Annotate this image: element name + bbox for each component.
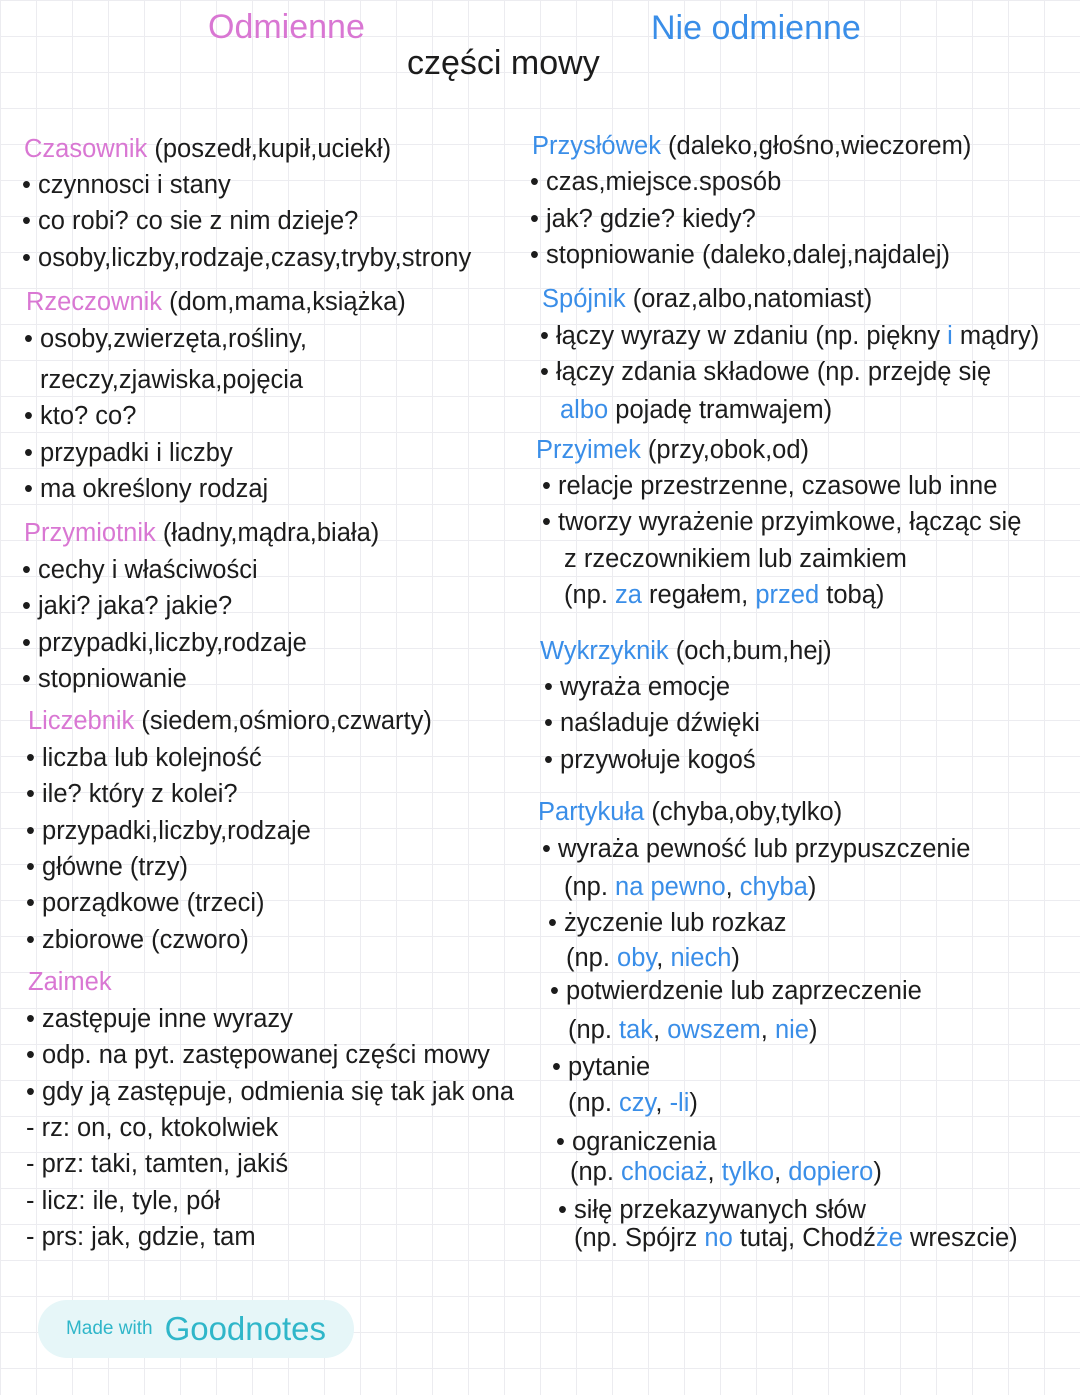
note-line <box>22 206 358 236</box>
highlight-term: tak <box>619 1016 654 1044</box>
highlight-term: Partykuła <box>538 798 645 826</box>
note-line <box>540 357 991 387</box>
note-line <box>26 852 188 882</box>
note-text: (och,bum,hej) <box>668 637 832 665</box>
highlight-term: Zaimek <box>28 968 112 996</box>
note-text: , <box>725 873 740 901</box>
note-line <box>40 365 303 395</box>
note-line <box>26 1077 514 1107</box>
note-line <box>568 1088 698 1118</box>
note-line <box>548 908 787 938</box>
note-text: • co robi? co sie z nim dzieje? <box>22 207 359 235</box>
note-text: • siłę przekazywanych słów <box>558 1196 866 1224</box>
note-text: • osoby,zwierzęta,rośliny, <box>24 325 307 353</box>
note-text: ) <box>873 1158 882 1186</box>
note-text: tobą) <box>819 581 885 609</box>
highlight-term: tylko <box>721 1158 775 1186</box>
note-text: • jaki? jaka? jakie? <box>22 592 233 620</box>
note-text: , <box>655 1089 670 1117</box>
note-line <box>544 708 760 738</box>
highlight-term: oby <box>617 944 657 972</box>
highlight-term: no <box>704 1224 733 1252</box>
note-text: - licz: ile, tyle, pół <box>26 1187 221 1215</box>
highlight-term: że <box>875 1224 903 1252</box>
note-line <box>26 779 238 809</box>
note-line <box>24 518 379 548</box>
note-text: , <box>707 1158 722 1186</box>
note-line <box>544 672 730 702</box>
highlight-term: dopiero <box>788 1158 874 1186</box>
highlight-term: chyba <box>739 873 808 901</box>
note-text: • przywołuje kogoś <box>544 746 756 774</box>
note-line <box>28 706 432 736</box>
note-line <box>26 1149 288 1179</box>
note-text: • czas,miejsce.sposób <box>530 168 782 196</box>
note-line <box>26 287 406 317</box>
note-line <box>538 797 842 827</box>
highlight-term: Czasownik <box>24 135 148 163</box>
note-text: • wyraża emocje <box>544 673 731 701</box>
note-line <box>28 967 112 997</box>
highlight-term: Przymiotnik <box>24 519 156 547</box>
badge-goodnotes: Goodnotes <box>164 1310 327 1347</box>
note-text: • przypadki,liczby,rodzaje <box>22 629 307 657</box>
note-text: (np. <box>564 581 616 609</box>
note-line <box>26 1040 490 1070</box>
note-text: • ile? który z kolei? <box>26 780 238 808</box>
note-text: (np. <box>570 1158 622 1186</box>
note-text: (daleko,głośno,wieczorem) <box>660 132 972 160</box>
highlight-term: chociaż <box>621 1158 708 1186</box>
note-text: • przypadki i liczby <box>24 439 233 467</box>
note-text: • pytanie <box>552 1053 651 1081</box>
highlight-term: niech <box>670 944 732 972</box>
note-text: • porządkowe (trzeci) <box>26 889 265 917</box>
highlight-term: -li <box>669 1089 690 1117</box>
note-text: rzeczy,zjawiska,pojęcia <box>40 366 304 394</box>
highlight-term: Wykrzyknik <box>540 637 669 665</box>
note-text: • główne (trzy) <box>26 853 188 881</box>
note-line <box>530 167 781 197</box>
note-text: • życzenie lub rozkaz <box>548 909 787 937</box>
note-line <box>564 872 816 902</box>
note-text: (przy,obok,od) <box>640 436 810 464</box>
note-line <box>542 284 872 314</box>
note-line <box>22 555 258 585</box>
note-text: - prs: jak, gdzie, tam <box>26 1223 256 1251</box>
note-text: (np. <box>568 1089 620 1117</box>
highlight-term: albo <box>560 396 609 424</box>
highlight-term: owszem <box>667 1016 761 1044</box>
note-line <box>574 1223 1018 1253</box>
note-line <box>542 471 997 501</box>
note-text: - rz: on, co, ktokolwiek <box>26 1114 279 1142</box>
note-text: , <box>653 1016 668 1044</box>
note-text: • naśladuje dźwięki <box>544 709 760 737</box>
note-text: (oraz,albo,natomiast) <box>625 285 873 313</box>
note-text: ) <box>808 1016 818 1044</box>
note-text: , <box>760 1016 775 1044</box>
note-text: ) <box>731 944 740 972</box>
note-line <box>22 664 187 694</box>
note-text: - prz: taki, tamten, jakiś <box>26 1150 289 1178</box>
note-text: • tworzy wyrażenie przyimkowe, łącząc się <box>542 508 1022 536</box>
note-line <box>26 1113 278 1143</box>
highlight-term: na pewno <box>615 873 726 901</box>
note-text: • cechy i właściwości <box>22 556 258 584</box>
note-line <box>26 1222 256 1252</box>
note-text: • stopniowanie <box>22 665 187 693</box>
note-line <box>566 943 740 973</box>
note-text: pojadę tramwajem) <box>608 396 833 424</box>
note-text: • liczba lub kolejność <box>26 744 262 772</box>
note-text: regałem, <box>641 581 756 609</box>
highlight-term: czy <box>619 1089 656 1117</box>
note-text: • zastępuje inne wyrazy <box>26 1005 293 1033</box>
note-text: (ładny,mądra,biała) <box>155 519 380 547</box>
note-text: • jak? gdzie? kiedy? <box>530 205 756 233</box>
note-line <box>568 1015 817 1045</box>
note-line <box>26 1186 220 1216</box>
note-text: (np. Spójrz <box>574 1224 705 1252</box>
note-text: mądry) <box>952 322 1040 350</box>
note-text: • czynnosci i stany <box>22 171 231 199</box>
note-text: • łączy zdania składowe (np. przejdę się <box>540 358 992 386</box>
note-text: • wyraża pewność lub przypuszczenie <box>542 835 971 863</box>
note-text: , <box>656 944 671 972</box>
note-line <box>24 401 136 431</box>
note-line <box>556 1127 717 1157</box>
highlight-term: przed <box>755 581 820 609</box>
highlight-term: Przysłówek <box>532 132 661 160</box>
note-line <box>22 170 231 200</box>
goodnotes-badge <box>38 1300 354 1358</box>
highlight-term: Przyimek <box>536 436 641 464</box>
note-text: • przypadki,liczby,rodzaje <box>26 817 311 845</box>
note-text: (poszedł,kupił,uciekł) <box>147 135 392 163</box>
note-line <box>542 834 970 864</box>
note-line <box>564 544 907 574</box>
note-line <box>24 134 391 164</box>
note-line <box>22 243 471 273</box>
note-line <box>530 240 950 270</box>
note-line <box>530 204 756 234</box>
note-line <box>26 743 262 773</box>
note-text: (siedem,ośmioro,czwarty) <box>134 707 432 735</box>
note-line <box>544 745 756 775</box>
highlight-term: i <box>947 322 953 350</box>
note-line <box>26 1004 293 1034</box>
note-text: ) <box>689 1089 698 1117</box>
note-text: tutaj, Chodź <box>732 1224 876 1252</box>
note-text: • ma określony rodzaj <box>24 475 269 503</box>
note-text: • osoby,liczby,rodzaje,czasy,tryby,strony <box>22 244 472 272</box>
highlight-term: za <box>615 581 642 609</box>
note-line <box>558 1195 866 1225</box>
note-line <box>26 925 249 955</box>
note-line <box>560 395 832 425</box>
page-title: części mowy <box>407 44 600 82</box>
note-line <box>26 816 311 846</box>
note-line <box>550 976 922 1006</box>
note-line <box>570 1157 882 1187</box>
note-text: (np. <box>566 944 618 972</box>
header-nie-odmienne: Nie odmienne <box>651 9 861 47</box>
note-text: • gdy ją zastępuje, odmienia się tak jak ona <box>26 1078 515 1106</box>
note-line <box>22 591 232 621</box>
note-line <box>24 324 307 354</box>
note-text: ) <box>807 873 817 901</box>
note-text: (np. <box>568 1016 620 1044</box>
note-text: (dom,mama,książka) <box>162 288 406 316</box>
note-text: • relacje przestrzenne, czasowe lub inne <box>542 472 998 500</box>
note-line <box>532 131 971 161</box>
highlight-term: Liczebnik <box>28 707 135 735</box>
note-line <box>24 474 268 504</box>
note-text: z rzeczownikiem lub zaimkiem <box>564 545 907 573</box>
highlight-term: nie <box>774 1016 809 1044</box>
note-line <box>564 580 884 610</box>
note-text: , <box>774 1158 789 1186</box>
note-text: • ograniczenia <box>556 1128 717 1156</box>
note-line <box>552 1052 650 1082</box>
highlight-term: Spójnik <box>542 285 626 313</box>
badge-made-with: Made with <box>65 1318 153 1339</box>
note-line <box>26 888 265 918</box>
note-text: wreszcie) <box>902 1224 1018 1252</box>
note-text: • zbiorowe (czworo) <box>26 926 249 954</box>
note-line <box>22 628 307 658</box>
note-text: (chyba,oby,tylko) <box>644 798 843 826</box>
note-line <box>536 435 809 465</box>
note-line <box>540 636 832 666</box>
note-line <box>24 438 233 468</box>
header-odmienne: Odmienne <box>208 8 365 46</box>
note-text: • odp. na pyt. zastępowanej części mowy <box>26 1041 490 1069</box>
highlight-term: Rzeczownik <box>26 288 163 316</box>
note-text: • łączy wyrazy w zdaniu (np. piękny <box>540 322 948 350</box>
note-line <box>540 321 1039 351</box>
note-text: • stopniowanie (daleko,dalej,najdalej) <box>530 241 951 269</box>
note-text: • kto? co? <box>24 402 137 430</box>
note-text: (np. <box>564 873 616 901</box>
note-line <box>542 507 1021 537</box>
note-text: • potwierdzenie lub zaprzeczenie <box>550 977 922 1005</box>
